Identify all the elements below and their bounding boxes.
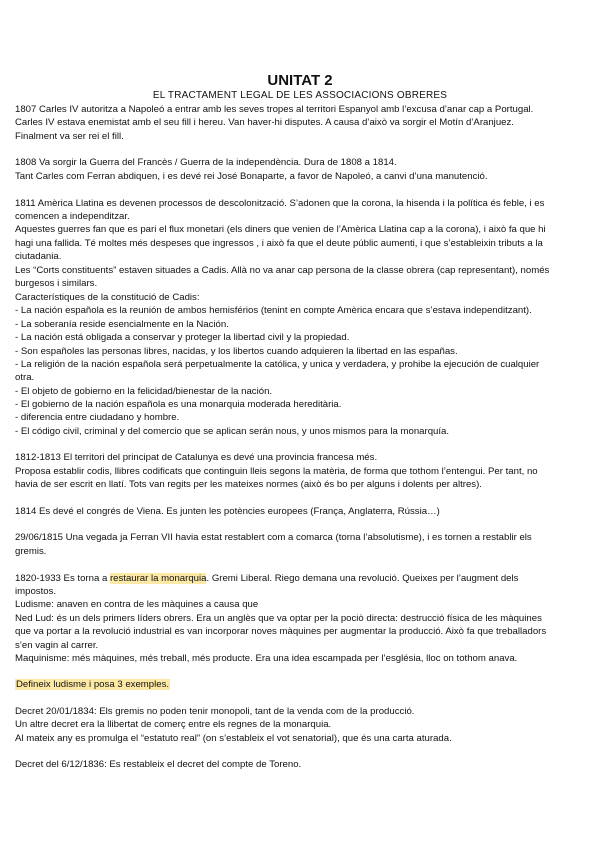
highlighted-text: restaurar la monarquia xyxy=(109,573,207,584)
text-line: ciutadania. xyxy=(15,251,62,262)
text-line: 1807 Carles IV autoritza a Napoleó a entrar amb les seves tropes al territori Espanyol amb l’excusa d’anar cap a Portugal. xyxy=(15,104,534,115)
list-item: - La religión de la nación española será perpetualmente la católica, y unica y verdadera, y prohibe la ejecución de cualquier xyxy=(15,359,540,370)
list-item: - La nación española es la reunión de ambos hemisférios (tenint en compte Amèrica encara que s’estava independitzant). xyxy=(15,305,532,316)
list-item: - El gobierno de la nación española es una monarquia moderada hereditària. xyxy=(15,399,342,410)
text-line: que va portar a la revolució industrial es van incorporar noves màquines per augmentar la producció. Això fa que treballadors xyxy=(15,626,547,637)
text-line: impostos. xyxy=(15,586,57,597)
text-line: s’en vagin al carrer. xyxy=(15,640,99,651)
text-line: Al mateix any es promulga el “estatuto real” (on s’estableix el vot senatorial), que és una carta aturada. xyxy=(15,733,452,744)
text-line: Característiques de la constitució de Cadis: xyxy=(15,292,200,303)
text-segment: . Gremi Liberal. Riego demana una revolució. Queixes per l’augment dels xyxy=(206,573,519,584)
text-line: 1808 Va sorgir la Guerra del Francès / Guerra de la independència. Dura de 1808 a 1814. xyxy=(15,157,397,168)
text-line: Proposa establir codis, llibres codificats que continguin lleis segons la matèria, de forma que tothom l’entengui. Per tant, no xyxy=(15,466,538,477)
text-line: Decret del 6/12/1836: Es restableix el decret del compte de Toreno. xyxy=(15,759,302,770)
text-line: 1814 Es devé el congrés de Viena. Es junten les potències europees (França, Anglaterra, Rússia…) xyxy=(15,506,440,517)
text-line: Un altre decret era la llibertat de comerç entre els regnes de la monarquia. xyxy=(15,719,332,730)
page-title: UNITAT 2 xyxy=(267,72,333,89)
text-line: 1812-1813 El territori del principat de Catalunya es devé una provincia francesa més. xyxy=(15,452,378,463)
text-line: Carles IV estava enemistat amb el seu fill i hereu. Van haver-hi disputes. A causa d’això va sorgir el Motín d’Aranjuez. xyxy=(15,117,514,128)
list-item: - La nación está obligada a conservar y proteger la libertad civil y la propiedad. xyxy=(15,332,350,343)
text-line xyxy=(15,573,518,585)
text-line: Aquestes guerres fan que es pari el flux monetari (els diners que venien de l’Amèrica Llatina cap a la corona), i això fa que hi xyxy=(15,224,546,235)
list-item: - La soberanía reside esencialmente en la Nación. xyxy=(15,319,229,330)
text-line: Decret 20/01/1834: Els gremis no poden tenir monopoli, tant de la venda com de la producció. xyxy=(15,706,415,717)
text-line: hagi una fallida. Té moltes més despeses que ingressos , i això fa que el deute públic aumenti, i que s’estableixin tributs a la xyxy=(15,238,543,249)
text-line: Les “Corts constituents” estaven situades a Cadis. Allà no va anar cap persona de la classe obrera (cap representant), només xyxy=(15,265,550,276)
list-item: - Son españoles las personas libres, nacidas, y los libertos cuando adquieren la libertad en las españas. xyxy=(15,346,458,357)
text-line: Ludisme: anaven en contra de les màquines a causa que xyxy=(15,599,259,610)
text-line: burgesos i similars. xyxy=(15,278,98,289)
text-line: 1811 Amèrica Llatina es devenen processos de descolonització. S’adonen que la corona, la hisenda i la política és feble, i es xyxy=(15,198,545,209)
list-item: - El objeto de gobierno en la felicidad/bienestar de la nación. xyxy=(15,386,273,397)
text-line: gremis. xyxy=(15,546,47,557)
list-item: otra. xyxy=(15,372,35,383)
text-line: Tant Carles com Ferran abdiquen, i es devé rei José Bonaparte, a favor de Napoleó, a canvi d’una manutenció. xyxy=(15,171,488,182)
highlighted-text: Defineix ludisme i posa 3 exemples. xyxy=(16,679,170,690)
highlighted-question xyxy=(15,679,170,691)
text-line: havia de ser escrit en llatí. Tots van regits per les mateixes normes (això és bo per alguns i dolents per altres). xyxy=(15,479,482,490)
text-line: comencen a independitzar. xyxy=(15,211,130,222)
text-line: Maquinisme: més màquines, més treball, més producte. Era una idea escampada per l’església, lloc on tothom anava. xyxy=(15,653,518,664)
text-line: Ned Lud: és un dels primers líders obrers. Era un anglès que va optar per la pociò directa: destrucció física de les màquines xyxy=(15,613,542,624)
list-item: - diferencia entre ciudadano y hombre. xyxy=(15,412,180,423)
page-subtitle: EL TRACTAMENT LEGAL DE LES ASSOCIACIONS OBRERES xyxy=(152,90,448,101)
text-line: 29/06/1815 Una vegada ja Ferran VII havia estat restablert com a comarca (torna l’absolutisme), i es tornen a restablir els xyxy=(15,532,532,543)
text-line: Finalment va ser rei el fill. xyxy=(15,131,124,142)
list-item: - El código civil, criminal y del comercio que se aplican serán nous, y unos mismos para la monarquía. xyxy=(15,426,450,437)
text-segment: 1820-1933 Es torna a xyxy=(15,573,110,584)
